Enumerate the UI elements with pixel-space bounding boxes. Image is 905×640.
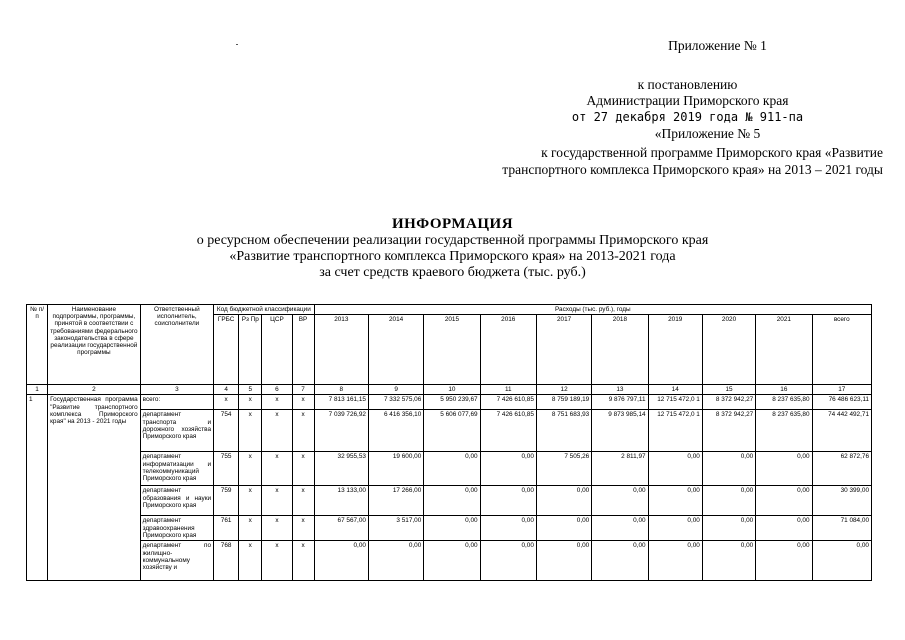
header-executor: Ответственный исполнитель, соисполнители xyxy=(140,305,213,385)
grbs-cell: 761 xyxy=(214,516,239,541)
table-row xyxy=(27,452,872,486)
value-2013: 0,00 xyxy=(314,541,368,581)
col-number: 3 xyxy=(140,385,213,395)
col-number: 1 xyxy=(27,385,48,395)
col-number: 5 xyxy=(239,385,262,395)
header-kbk-vr: ВР xyxy=(292,315,314,385)
col-number: 13 xyxy=(592,385,648,395)
value-2013: 7 039 726,92 xyxy=(314,410,368,452)
header-num: № п/п xyxy=(27,305,48,385)
header-year-2016: 2016 xyxy=(480,315,536,385)
value-2020: 8 372 942,27 xyxy=(702,410,755,452)
value-2017: 0,00 xyxy=(536,516,591,541)
rzpr-cell: x xyxy=(239,395,262,410)
vr-cell: x xyxy=(292,395,314,410)
value-2021: 0,00 xyxy=(756,541,812,581)
value-2014: 19 600,00 xyxy=(368,452,423,486)
value-2014: 6 416 356,10 xyxy=(368,410,423,452)
appendix-line-2: к постановлению xyxy=(637,77,738,92)
header-kbk-csr: ЦСР xyxy=(262,315,292,385)
value-2013: 67 567,00 xyxy=(314,516,368,541)
grbs-cell: x xyxy=(214,395,239,410)
appendix-line-4: от 27 декабря 2019 года № 911-па xyxy=(571,110,804,124)
col-number: 2 xyxy=(48,385,141,395)
value-2019: 0,00 xyxy=(648,452,702,486)
value-2018: 0,00 xyxy=(592,541,648,581)
executor-cell: департамент образования и науки Приморского края xyxy=(140,486,213,516)
value-2020: 8 372 942,27 xyxy=(702,395,755,410)
col-number: 7 xyxy=(292,385,314,395)
title-line-2: «Развитие транспортного комплекса Приморского края» на 2013-2021 года xyxy=(229,249,676,264)
value-2018: 9 873 985,14 xyxy=(592,410,648,452)
rzpr-cell: x xyxy=(239,516,262,541)
value-2017: 0,00 xyxy=(536,486,591,516)
col-number: 17 xyxy=(812,385,871,395)
rzpr-cell: x xyxy=(239,452,262,486)
value-2018: 0,00 xyxy=(592,516,648,541)
value-2014: 0,00 xyxy=(368,541,423,581)
document-title xyxy=(0,216,905,281)
value-2013: 13 133,00 xyxy=(314,486,368,516)
value-2016: 0,00 xyxy=(480,452,536,486)
header-year-2013: 2013 xyxy=(314,315,368,385)
header-year-2018: 2018 xyxy=(592,315,648,385)
rzpr-cell: x xyxy=(239,486,262,516)
value-2021: 8 237 635,80 xyxy=(756,395,812,410)
csr-cell: x xyxy=(262,452,292,486)
value-total: 76 486 623,11 xyxy=(812,395,871,410)
value-2017: 8 759 189,19 xyxy=(536,395,591,410)
value-2021: 0,00 xyxy=(756,516,812,541)
csr-cell: x xyxy=(262,410,292,452)
table-row xyxy=(27,516,872,541)
value-2018: 2 811,97 xyxy=(592,452,648,486)
csr-cell: x xyxy=(262,516,292,541)
grbs-cell: 759 xyxy=(214,486,239,516)
appendix-line-1: Приложение № 1 xyxy=(668,38,767,53)
appendix-line-5: «Приложение № 5 xyxy=(654,126,761,141)
appendix-line-6: к государственной программе Приморского края «Развитие xyxy=(541,145,883,160)
value-2015: 0,00 xyxy=(424,452,480,486)
value-2018: 0,00 xyxy=(592,486,648,516)
csr-cell: x xyxy=(262,395,292,410)
value-2015: 5 606 077,69 xyxy=(424,410,480,452)
appendix-line-3: Администрации Приморского края xyxy=(586,93,789,108)
value-2015: 0,00 xyxy=(424,486,480,516)
vr-cell: x xyxy=(292,452,314,486)
col-number: 15 xyxy=(702,385,755,395)
table-row xyxy=(27,395,872,410)
header-kbk-rzpr: Рз Пр xyxy=(239,315,262,385)
program-name: Государственная программа "Развитие транспортного комплекса Приморского края" на 2013 - 2021 годы xyxy=(48,395,141,581)
row-number: 1 xyxy=(27,395,48,581)
col-number: 4 xyxy=(214,385,239,395)
scan-speck xyxy=(236,44,238,45)
title-line-1: о ресурсном обеспечении реализации государственной программы Приморского края xyxy=(196,233,709,248)
value-2016: 0,00 xyxy=(480,486,536,516)
header-name: Наименование подпрограммы, программы, принятой в соответствии с требованиями федерального законодательства в сфере реализации государственной программы xyxy=(48,305,141,385)
value-2017: 0,00 xyxy=(536,541,591,581)
vr-cell: x xyxy=(292,541,314,581)
col-number: 9 xyxy=(368,385,423,395)
header-year-2021: 2021 xyxy=(756,315,812,385)
value-2020: 0,00 xyxy=(702,452,755,486)
executor-cell: департамент по жилищно-коммунальному хозяйству и xyxy=(140,541,213,581)
value-2019: 0,00 xyxy=(648,486,702,516)
value-total: 30 399,00 xyxy=(812,486,871,516)
vr-cell: x xyxy=(292,516,314,541)
col-number: 10 xyxy=(424,385,480,395)
value-total: 71 084,00 xyxy=(812,516,871,541)
rzpr-cell: x xyxy=(239,541,262,581)
header-row-1 xyxy=(27,305,872,315)
header-year-2015: 2015 xyxy=(424,315,480,385)
csr-cell: x xyxy=(262,486,292,516)
col-number: 12 xyxy=(536,385,591,395)
header-total: всего xyxy=(812,315,871,385)
value-2014: 3 517,00 xyxy=(368,516,423,541)
vr-cell: x xyxy=(292,410,314,452)
executor-cell: департамент транспорта и дорожного хозяйства Приморского края xyxy=(140,410,213,452)
value-2013: 32 955,53 xyxy=(314,452,368,486)
header-year-2017: 2017 xyxy=(536,315,591,385)
table-row xyxy=(27,486,872,516)
column-number-row xyxy=(27,385,872,395)
table-row xyxy=(27,410,872,452)
title-line-3: за счет средств краевого бюджета (тыс. руб.) xyxy=(319,265,586,280)
grbs-cell: 755 xyxy=(214,452,239,486)
value-2014: 7 332 575,06 xyxy=(368,395,423,410)
csr-cell: x xyxy=(262,541,292,581)
header-year-2019: 2019 xyxy=(648,315,702,385)
rzpr-cell: x xyxy=(239,410,262,452)
value-2015: 0,00 xyxy=(424,541,480,581)
value-2020: 0,00 xyxy=(702,486,755,516)
col-number: 11 xyxy=(480,385,536,395)
executor-cell: департамент информатизации и телекоммуникаций Приморского края xyxy=(140,452,213,486)
col-number: 16 xyxy=(756,385,812,395)
header-kbk-group: Код бюджетной классификации xyxy=(214,305,315,315)
value-2021: 8 237 635,80 xyxy=(756,410,812,452)
col-number: 6 xyxy=(262,385,292,395)
resource-table xyxy=(26,304,872,581)
value-2016: 0,00 xyxy=(480,541,536,581)
value-total: 62 872,76 xyxy=(812,452,871,486)
value-2016: 7 426 610,85 xyxy=(480,395,536,410)
table-row xyxy=(27,541,872,581)
value-2019: 12 715 472,0 1 xyxy=(648,410,702,452)
value-2013: 7 813 161,15 xyxy=(314,395,368,410)
executor-cell: всего: xyxy=(140,395,213,410)
header-year-2020: 2020 xyxy=(702,315,755,385)
value-total: 74 442 492,71 xyxy=(812,410,871,452)
value-total: 0,00 xyxy=(812,541,871,581)
vr-cell: x xyxy=(292,486,314,516)
col-number: 14 xyxy=(648,385,702,395)
value-2021: 0,00 xyxy=(756,452,812,486)
value-2014: 17 266,00 xyxy=(368,486,423,516)
appendix-line-7: транспортного комплекса Приморского края» на 2013 – 2021 годы xyxy=(502,162,883,177)
value-2015: 5 950 239,67 xyxy=(424,395,480,410)
value-2021: 0,00 xyxy=(756,486,812,516)
value-2019: 0,00 xyxy=(648,541,702,581)
value-2016: 7 426 610,85 xyxy=(480,410,536,452)
value-2020: 0,00 xyxy=(702,516,755,541)
value-2018: 9 876 797,11 xyxy=(592,395,648,410)
executor-cell: департамент здравоохранения Приморского края xyxy=(140,516,213,541)
header-expenses-group: Расходы (тыс. руб.), годы xyxy=(314,305,871,315)
title-heading: ИНФОРМАЦИЯ xyxy=(391,216,514,232)
grbs-cell: 754 xyxy=(214,410,239,452)
value-2016: 0,00 xyxy=(480,516,536,541)
header-year-2014: 2014 xyxy=(368,315,423,385)
value-2019: 0,00 xyxy=(648,516,702,541)
col-number: 8 xyxy=(314,385,368,395)
header-kbk-grbs: ГРБС xyxy=(214,315,239,385)
value-2019: 12 715 472,0 1 xyxy=(648,395,702,410)
value-2017: 7 505,26 xyxy=(536,452,591,486)
value-2020: 0,00 xyxy=(702,541,755,581)
value-2015: 0,00 xyxy=(424,516,480,541)
grbs-cell: 768 xyxy=(214,541,239,581)
value-2017: 8 751 683,93 xyxy=(536,410,591,452)
